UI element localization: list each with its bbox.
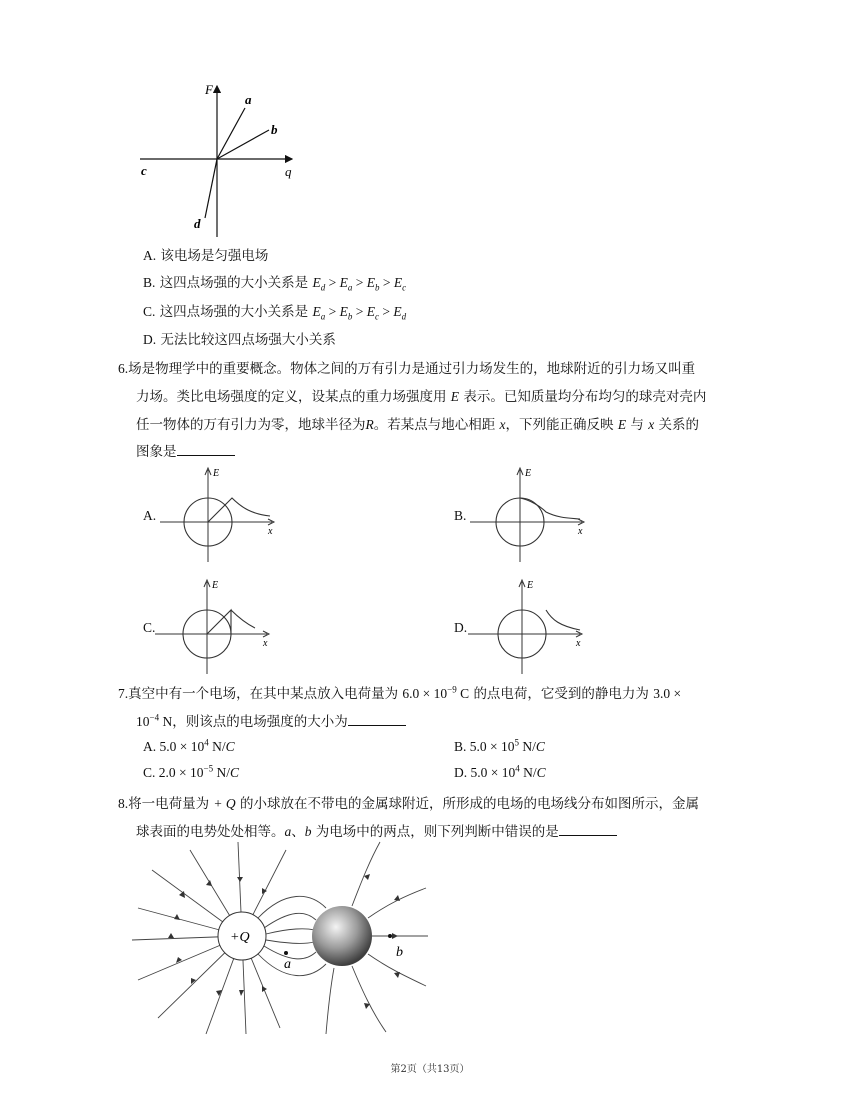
q6-stem: 6.场是物理学中的重要概念。物体之间的万有引力是通过引力场发生的，地球附近的引力场又叫重 力场。类比电场强度的定义，设某点的重力场强度用 E 表示。已知质量均分布均匀的球壳对壳内 任一物体的万有引力为零，地球半径为R。若某点与地心相距 x，下列能正确反映 E 与 x 关系的 图象是 — [118, 361, 707, 460]
label-d: d — [194, 216, 201, 231]
q6-option-a-label: A. — [143, 508, 157, 523]
metal-ball — [312, 906, 372, 966]
answer-blank — [559, 823, 617, 836]
q5-option-a: A. 该电场是匀强电场 — [143, 248, 269, 264]
q7-option-d: D. $5.0 \times 10^4$ N/C — [454, 763, 546, 780]
answer-blank — [177, 443, 235, 456]
graph-b — [470, 466, 590, 566]
field-line-figure — [130, 840, 430, 1035]
f-q-graph — [135, 80, 305, 240]
graph-c — [155, 578, 275, 678]
label-a: a — [245, 92, 252, 107]
svg-text:E: E — [212, 580, 219, 591]
q6-option-b-label: B. — [454, 508, 467, 523]
svg-text:E: E — [527, 580, 534, 591]
q5-b-relation: $E_d > E_a > E_b > E_c$ — [312, 275, 407, 293]
point-a — [284, 951, 288, 955]
q6-option-c-label: C. — [143, 620, 156, 635]
charge-label: +Q — [230, 930, 250, 945]
line-d — [205, 159, 217, 218]
q5-option-b: B. 这四点场强的大小关系是 $E_d > E_a > E_b > E_c$ — [143, 275, 407, 293]
answer-blank — [348, 713, 406, 726]
svg-text:a: a — [284, 957, 291, 972]
svg-text:b: b — [396, 945, 403, 960]
q8-stem: 8.将一电荷量为 + Q 的小球放在不带电的金属球附近，所形成的电场的电场线分布如图所示，金属 球表面的电势处处相等。a、b 为电场中的两点，则下列判断中错误的是 — [118, 796, 699, 840]
q6-option-d-label: D. — [454, 620, 468, 635]
svg-text:E: E — [213, 468, 220, 479]
q5-option-d: D. 无法比较这四点场强大小关系 — [143, 332, 336, 348]
page-footer: 第2页（共13页） — [390, 1064, 470, 1075]
q5-c-relation: $E_a > E_b > E_c > E_d$ — [312, 304, 407, 322]
svg-text:x: x — [268, 526, 273, 537]
svg-text:x: x — [263, 638, 268, 649]
q-axis-label: q — [285, 164, 292, 179]
q5-option-c: C. 这四点场强的大小关系是 $E_a > E_b > E_c > E_d$ — [143, 304, 407, 322]
q7-stem: 7.真空中有一个电场，在其中某点放入电荷量为 $6.0 \times 10^{-9}$ C 的点电荷，它受到的静电力为 3.0 × $10^{-4}$ N，则该点的电场强度的大小为 — [118, 684, 682, 730]
q7-option-c: C. $2.0 \times 10^{-5}$ N/C — [143, 763, 239, 780]
label-b: b — [271, 122, 278, 137]
svg-text:E: E — [525, 468, 532, 479]
svg-text:x: x — [578, 526, 583, 537]
q7-option-b: B. $5.0 \times 10^5$ N/C — [454, 737, 545, 754]
svg-text:x: x — [576, 638, 581, 649]
q7-option-a: A. $5.0 \times 10^4$ N/C — [143, 737, 235, 754]
point-b — [388, 934, 392, 938]
label-c: c — [141, 163, 147, 178]
f-axis-label: F — [205, 82, 213, 97]
graph-d — [468, 578, 588, 678]
graph-a — [160, 466, 280, 566]
